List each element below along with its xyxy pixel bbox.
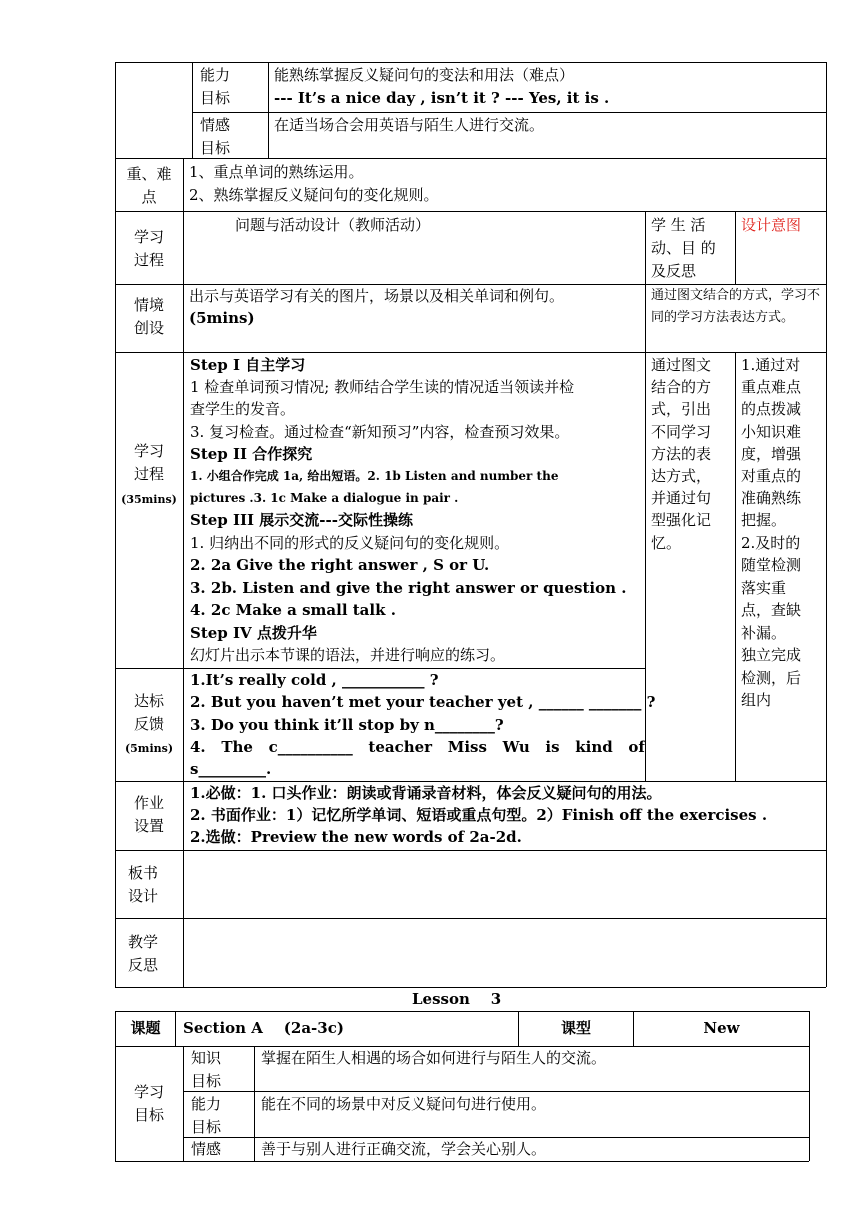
lesson3-ability-label: 能力 目标 — [191, 1095, 222, 1136]
student-line: 不同学习 — [651, 423, 712, 441]
emotion-text: 在适当场合会用英语与陌生人进行交流。 — [274, 116, 545, 134]
type-label: 课型 — [560, 1019, 591, 1037]
intent-line: 补漏。 — [741, 624, 787, 642]
step-line: Step I 自主学习 — [190, 356, 306, 374]
homework-line-1: 1.必做：1. 口头作业：朗读或背诵录音材料，体会反义疑问句的用法。 — [190, 784, 662, 802]
assessment-q4: 4. The c__________ teacher Miss Wu is kind of — [190, 738, 645, 756]
step-line: 2. 2a Give the right answer , S or U. — [190, 556, 490, 574]
step-line: 4. 2c Make a small talk . — [190, 601, 396, 619]
assessment-q1: 1.It’s really cold , ___________ ? — [190, 671, 439, 689]
intent-line: 组内 — [741, 691, 772, 709]
step-line: 3. 2b. Listen and give the right answer or question . — [190, 579, 627, 597]
homework-line-3: 2.选做：Preview the new words of 2a-2d. — [190, 828, 522, 846]
reflection-label: 教学 反思 — [127, 933, 158, 974]
intent-line: 小知识难 — [741, 423, 802, 441]
assessment-time: (5mins) — [124, 742, 174, 755]
lesson-title: Lesson 3 — [412, 990, 502, 1008]
knowledge-label: 知识 目标 — [191, 1049, 222, 1090]
goal-label: 学习 目标 — [133, 1083, 164, 1124]
intent-line: 随堂检测 — [741, 556, 802, 574]
student-line: 式，引出 — [651, 400, 712, 418]
student-line: 忆。 — [651, 534, 682, 552]
intent-line: 对重点的 — [741, 467, 802, 485]
step-line: 1. 归纳出不同的形式的反义疑问句的变化规则。 — [190, 534, 510, 552]
situation-time: (5mins) — [189, 309, 255, 327]
intent-line: 把握。 — [741, 511, 787, 529]
student-line: 并通过句 — [651, 489, 712, 507]
situation-text: 出示与英语学习有关的图片，场景以及相关单词和例句。 — [189, 287, 565, 305]
step-line: 1. 小组合作完成 1a, 给出短语。2. 1b Listen and number the — [190, 469, 559, 483]
student-line: 方法的表 — [651, 445, 712, 463]
intent-line: 的点拨减 — [741, 400, 802, 418]
intent-line: 1.通过对 — [741, 356, 801, 374]
situation-note: 通过图文结合的方式，学习不同的学习方法表达方式。 — [651, 288, 821, 325]
process-label: 学习 过程 — [133, 442, 164, 483]
step-line: 幻灯片出示本节课的语法，并进行响应的练习。 — [190, 646, 506, 664]
homework-label: 作业 设置 — [133, 794, 164, 835]
intent-line: 落实重 — [741, 579, 787, 597]
topic-label: 课题 — [130, 1019, 161, 1037]
student-line: 通过图文 — [651, 356, 712, 374]
key-points-label: 重、难 点 — [126, 165, 172, 206]
step-line: 1 检查单词预习情况; 教师结合学生读的情况适当领读并检 — [190, 378, 575, 396]
situation-label: 情境 创设 — [133, 296, 164, 337]
assessment-q3: 3. Do you think it’ll stop by n________? — [190, 716, 504, 734]
student-line: 达方式， — [651, 467, 712, 485]
knowledge-text: 掌握在陌生人相遇的场合如何进行与陌生人的交流。 — [261, 1049, 607, 1067]
student-line: 型强化记 — [651, 511, 712, 529]
emotion-label: 情感 目标 — [200, 116, 231, 157]
step-line: Step II 合作探究 — [190, 445, 313, 463]
intent-line: 准确熟练 — [741, 489, 802, 507]
type-value: New — [703, 1019, 740, 1037]
process-time: (35mins) — [121, 493, 177, 506]
assessment-q2: 2. But you haven’t met your teacher yet , ______ _______ ? — [190, 693, 656, 711]
student-activity-header: 学 生 活 动、目 的 及反思 — [651, 216, 716, 280]
homework-line-2: 2. 书面作业：1）记忆所学单词、短语或重点句型。2）Finish off the exercises . — [190, 806, 768, 824]
lesson3-ability-text: 能在不同的场景中对反义疑问句进行使用。 — [261, 1095, 547, 1113]
activity-header: 问题与活动设计（教师活动） — [235, 216, 431, 234]
step-line: 查学生的发音。 — [190, 400, 296, 418]
lesson3-emotion-label: 情感 — [191, 1140, 222, 1158]
ability-text-2: --- It’s a nice day , isn’t it ? --- Yes, it is . — [274, 89, 610, 107]
intent-line: 点，查缺 — [741, 601, 802, 619]
student-line: 结合的方 — [651, 378, 712, 396]
ability-text-1: 能熟练掌握反义疑问句的变法和用法（难点） — [274, 66, 575, 84]
step-line: 3. 复习检查。通过检查“新知预习”内容，检查预习效果。 — [190, 423, 570, 441]
intent-line: 度，增强 — [741, 445, 802, 463]
ability-label: 能力 目标 — [200, 66, 231, 107]
topic-value: Section A (2a-3c) — [183, 1019, 344, 1037]
intent-line: 2.及时的 — [741, 534, 801, 552]
intent-line: 独立完成 — [741, 646, 802, 664]
assessment-q4-cont: s_________. — [190, 760, 272, 778]
step-line: Step IV 点拨升华 — [190, 624, 317, 642]
key-point-2: 2、熟练掌握反义疑问句的变化规则。 — [189, 186, 439, 204]
board-label: 板书 设计 — [127, 864, 158, 905]
design-intent-header: 设计意图 — [741, 216, 802, 234]
assessment-label: 达标 反馈 — [133, 692, 164, 733]
step-line: pictures .3. 1c Make a dialogue in pair . — [190, 491, 459, 505]
intent-line: 检测，后 — [741, 669, 802, 687]
intent-line: 重点难点 — [741, 378, 802, 396]
process-header-label: 学习 过程 — [133, 228, 164, 269]
step-line: Step III 展示交流---交际性操练 — [190, 511, 413, 529]
lesson3-emotion-text: 善于与别人进行正确交流，学会关心别人。 — [261, 1140, 547, 1158]
key-point-1: 1、重点单词的熟练运用。 — [189, 163, 364, 181]
